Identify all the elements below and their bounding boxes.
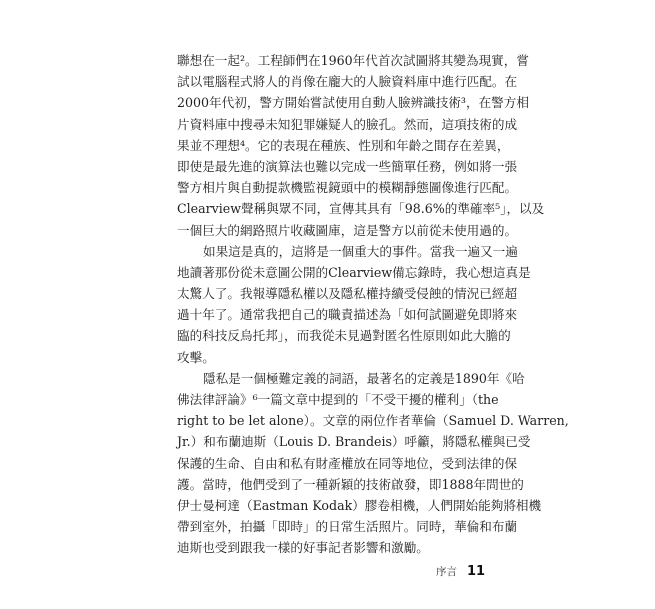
text-line: 伊士曼柯達（Eastman Kodak）膠卷相機，人們開始能夠將相機 — [177, 497, 542, 513]
text-line: right to be let alone）。文章的兩位作者華倫（Samuel D. Warren, — [177, 413, 569, 429]
paragraph-3 — [177, 368, 569, 559]
text-line: 片資料庫中搜尋未知犯罪嫌疑人的臉孔。然而，這項技術的成 — [177, 116, 518, 132]
text-line: 警方相片與自動提款機監視鏡頭中的模糊靜態圖像進行匹配。 — [177, 180, 518, 196]
text-line: 即使是最先進的演算法也難以完成一些簡單任務，例如將一張 — [177, 158, 518, 174]
text-line: 隱私是一個極難定義的詞語，最著名的定義是1890年《哈 — [203, 370, 525, 386]
paragraph-2 — [177, 241, 531, 368]
text-line: 試以電腦程式將人的肖像在龐大的人臉資料庫中進行匹配。在 — [177, 74, 518, 90]
text-line: 臨的科技反烏托邦」，而我從未見過對匿名性原則如此大膽的 — [177, 328, 511, 344]
body-text — [177, 50, 569, 559]
text-line: 2000年代初，警方開始嘗試使用自動人臉辨識技術³，在警方相 — [177, 95, 529, 111]
text-line: 太驚人了。我報導隱私權以及隱私權持續受侵蝕的情況已經超 — [177, 286, 518, 302]
page-footer — [436, 564, 485, 582]
page-number: 11 — [467, 564, 486, 579]
text-line: 果並不理想⁴。它的表現在種族、性別和年齡之間存在差異， — [177, 137, 510, 153]
section-title: 序言 — [436, 566, 457, 578]
text-line: 護。當時，他們受到了一種新穎的技術啟發，即1888年問世的 — [177, 476, 524, 492]
text-line: 帶到室外，拍攝「即時」的日常生活照片。同時，華倫和布蘭 — [177, 519, 518, 535]
text-line: 地讀著那份從未意圖公開的Clearview備忘錄時，我心想這真是 — [177, 264, 531, 280]
paragraph-1 — [177, 50, 545, 241]
text-line: 保護的生命、自由和私有財產權放在同等地位，受到法律的保 — [177, 455, 518, 471]
text-line: 過十年了。通常我把自己的職責描述為「如何試圖避免即將來 — [177, 307, 518, 323]
text-line: Clearview聲稱與眾不同，宣傳其具有「98.6%的準確率⁵」，以及 — [177, 201, 545, 217]
text-line: 迪斯也受到跟我一樣的好事記者影響和激勵。 — [177, 540, 429, 556]
text-line: 佛法律評論》⁶一篇文章中提到的「不受干擾的權利」（the — [177, 392, 499, 407]
text-line: Jr.）和布蘭迪斯（Louis D. Brandeis）呼籲，將隱私權與已受 — [177, 434, 531, 450]
text-line: 一個巨大的網路照片收藏圖庫，這是警方以前從未使用過的。 — [177, 222, 518, 238]
text-line: 聯想在一起²。工程師們在1960年代首次試圖將其變為現實，嘗 — [177, 53, 529, 68]
text-line: 攻擊。 — [177, 349, 215, 365]
text-line: 如果這是真的，這將是一個重大的事件。當我一遍又一遍 — [203, 243, 518, 259]
